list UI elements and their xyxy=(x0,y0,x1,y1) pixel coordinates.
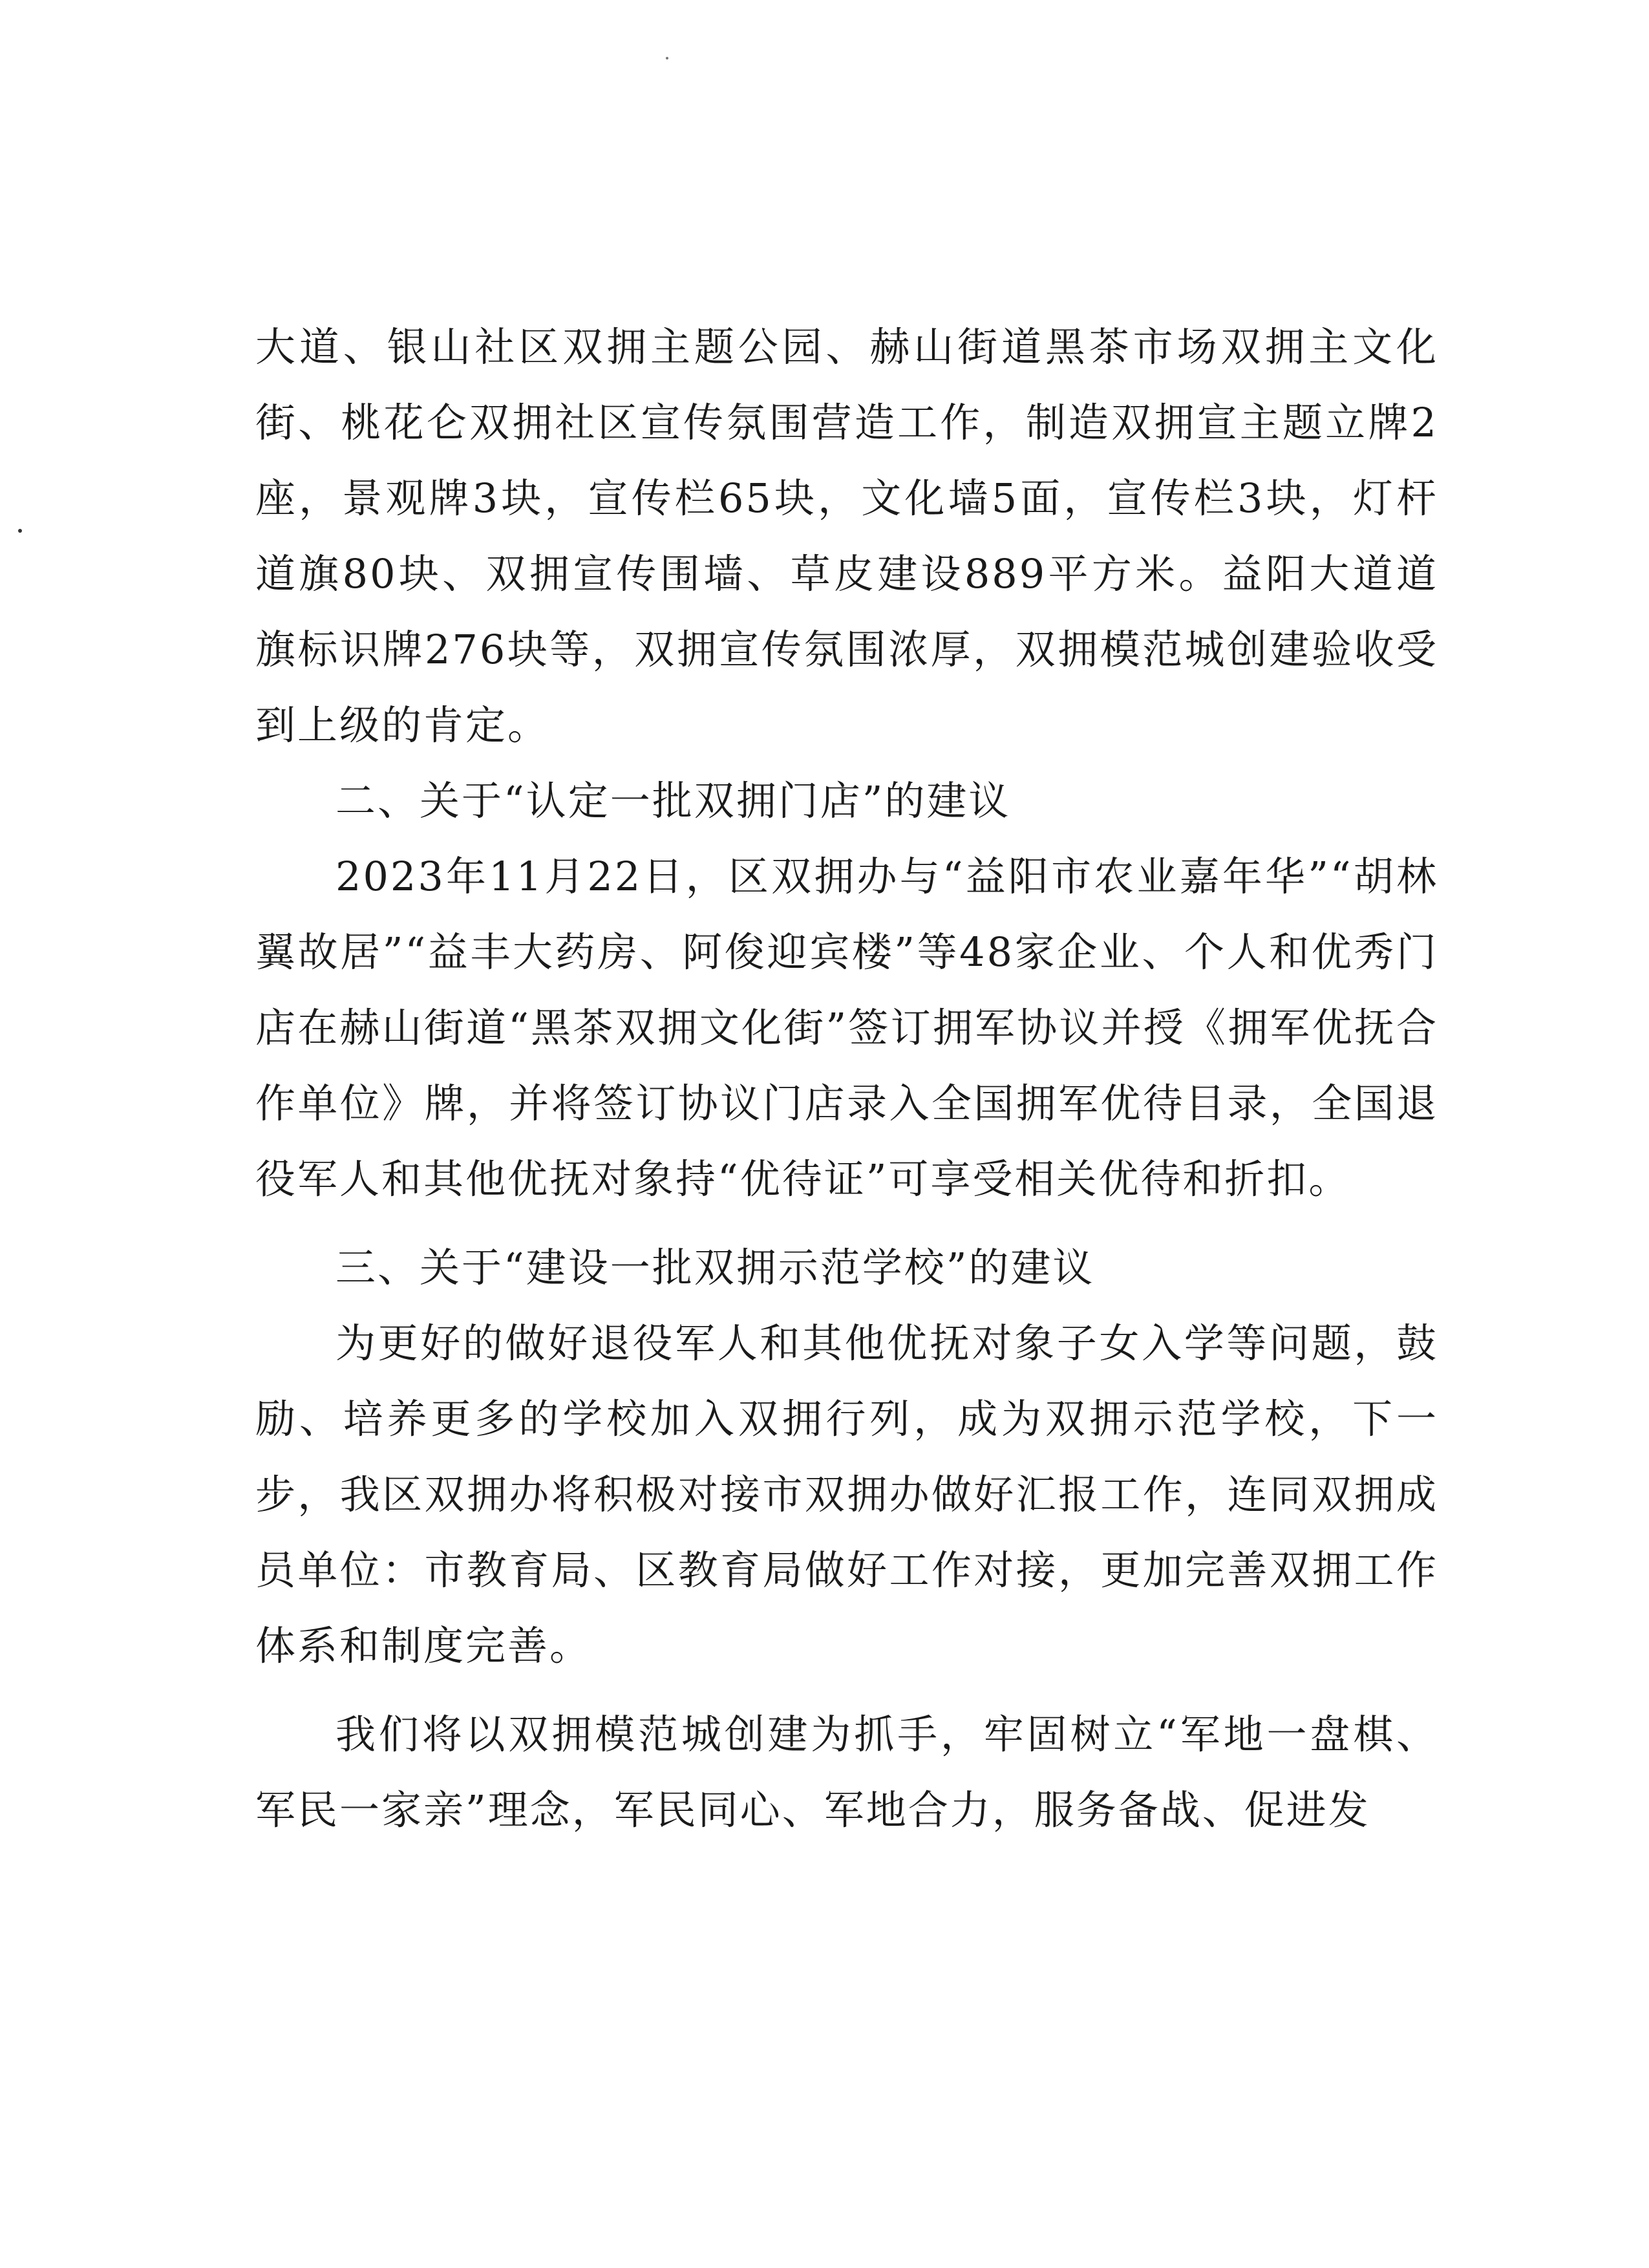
paragraph-continuation: 大道、银山社区双拥主题公园、赫山街道黑茶市场双拥主文化街、桃花仑双拥社区宣传氛围营造工作，制造双拥宣主题立牌2座，景观牌3块，宣传栏65块，文化墙5面，宣传栏3块，灯杆道旗80块、双拥宣传围墙、草皮建设889平方米。益阳大道道旗标识牌276块等，双拥宣传氛围浓厚，双拥模范城创建验收受到上级的肯定。 xyxy=(255,323,1438,749)
paragraph-section-2: 2023年11月22日，区双拥办与“益阳市农业嘉年华”“胡林翼故居”“益丰大药房、阿俊迎宾楼”等48家企业、个人和优秀门店在赫山街道“黑茶双拥文化街”签订拥军协议并授《拥军优抚合作单位》牌，并将签订协议门店录入全国拥军优待目录，全国退役军人和其他优抚对象持“优待证”可享受相关优待和折扣。 xyxy=(255,853,1438,1203)
paragraph-gap xyxy=(255,1217,1438,1230)
paragraph-gap xyxy=(255,1684,1438,1696)
paragraph-section-3: 为更好的做好退役军人和其他优抚对象子女入学等问题，鼓励、培养更多的学校加入双拥行列，成为双拥示范学校，下一步，我区双拥办将积极对接市双拥办做好汇报工作，连同双拥成员单位：市教育局、区教育局做好工作对接，更加完善双拥工作体系和制度完善。 xyxy=(255,1320,1438,1669)
section-heading-2: 二、关于“认定一批双拥门店”的建议 xyxy=(335,777,1011,824)
paragraph-closing: 我们将以双拥模范城创建为抓手，牢固树立“军地一盘棋、军民一家亲”理念，军民同心、军地合力，服务备战、促进发 xyxy=(255,1711,1438,1834)
scan-speck xyxy=(18,529,22,533)
scan-speck xyxy=(666,57,668,59)
section-heading-3: 三、关于“建设一批双拥示范学校”的建议 xyxy=(335,1244,1095,1291)
document-body xyxy=(255,309,1438,1848)
